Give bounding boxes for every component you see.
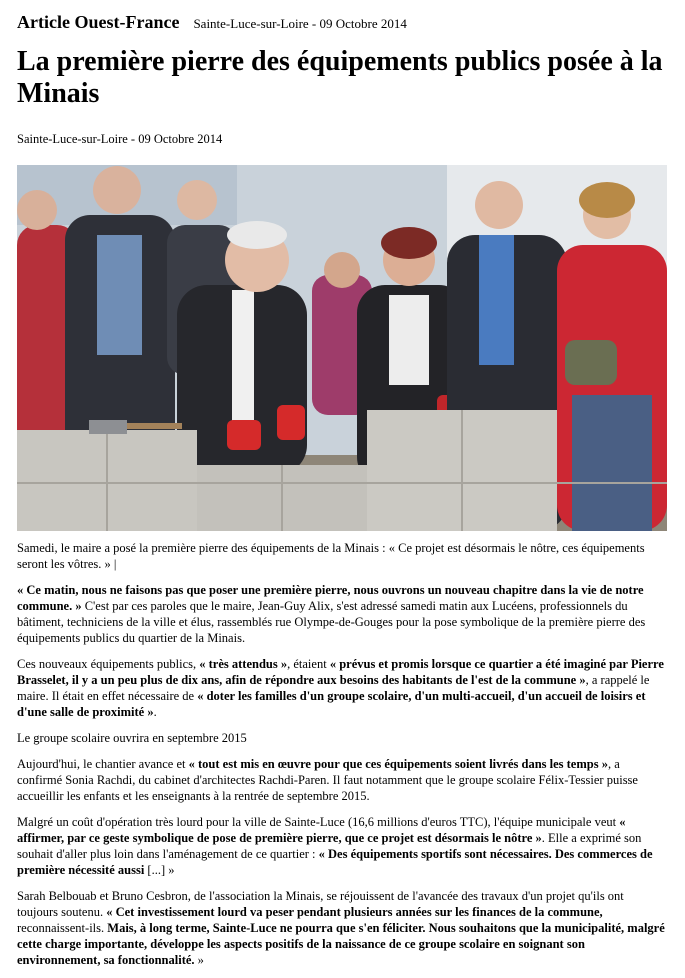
text: [...] » bbox=[144, 863, 175, 877]
dateline: Sainte-Luce-sur-Loire - 09 Octobre 2014 bbox=[17, 132, 223, 146]
paragraph-1 bbox=[17, 582, 667, 646]
photo-caption: Samedi, le maire a posé la première pierre des équipements de la Minais : « Ce projet est désormais le nôtre, ces équipements seront les vôtres. » | bbox=[17, 541, 645, 571]
photo-scene-icon bbox=[17, 165, 667, 531]
subheading: Le groupe scolaire ouvrira en septembre 2015 bbox=[17, 731, 247, 745]
text: , a rappelé le maire. Il était en effet nécessaire de bbox=[17, 673, 650, 703]
source-label: Article Ouest-France bbox=[17, 12, 180, 32]
quote: « prévus et promis lorsque ce quartier a été imaginé par Pierre Brasselet, il y a un peu plus de dix ans, afin de répondre aux besoins des habitants de l'est de la commune » bbox=[17, 657, 664, 687]
text: C'est par ces paroles que le maire, Jean-Guy Alix, s'est adressé samedi matin aux Lucéens, professionnels du bâtiment, techniciens de la ville et élus, rassemblés rue Olympe-de-Gouges pour la pose symbolique de la première pierre des équipements publics du quartier de la Minais. bbox=[17, 599, 646, 645]
text: Sarah Belbouab et Bruno Cesbron, de l'association la Minais, se réjouissent de l'avancée des travaux d'un projet qu'ils ont toujours soutenu. bbox=[17, 889, 624, 919]
quote: Mais, à long terme, Sainte-Luce ne pourra que s'en féliciter. Nous souhaitons que la municipalité, malgré cette charge importante, développe les aspects positifs de la naissance de ce groupe scolaire en soignant son environnement, sa fonctionnalité. bbox=[17, 921, 665, 967]
paragraph-5 bbox=[17, 888, 667, 968]
text: , a confirmé Sonia Rachdi, du cabinet d'architectes Rachdi-Paren. Il faut notamment que le groupe scolaire Félix-Tessier puisse accueillir les enfants et les enseignants à la rentrée de septembre 2015. bbox=[17, 757, 638, 803]
text: Malgré un coût d'opération très lourd pour la ville de Sainte-Luce (16,6 millions d'euros TTC), l'équipe municipale veut bbox=[17, 815, 620, 829]
paragraph-2 bbox=[17, 656, 667, 720]
quote: « très attendus » bbox=[199, 657, 288, 671]
header-location-date: Sainte-Luce-sur-Loire - 09 Octobre 2014 bbox=[193, 16, 407, 31]
text: . bbox=[153, 705, 157, 719]
quote: « doter les familles d'un groupe scolaire, d'un multi-accueil, d'un accueil de loisirs et d'une salle de proximité » bbox=[17, 689, 646, 719]
text: » bbox=[194, 953, 204, 967]
headline: La première pierre des équipements publics posée à la Minais bbox=[17, 46, 663, 109]
quote: « affirmer, par ce geste symbolique de pose de première pierre, que ce projet est désormais le nôtre » bbox=[17, 815, 626, 845]
quote: « Ce matin, nous ne faisons pas que poser une première pierre, nous ouvrons un nouveau chapitre dans la vie de notre commune. » bbox=[17, 583, 644, 613]
text: reconnaissent-ils. bbox=[17, 921, 108, 935]
article-body bbox=[17, 540, 667, 978]
article-header bbox=[17, 12, 677, 36]
text: Ces nouveaux équipements publics, bbox=[17, 657, 200, 671]
text: , étaient bbox=[287, 657, 330, 671]
article-photo bbox=[17, 165, 667, 531]
text: . Elle a exprimé son souhait d'aller plus loin dans l'aménagement de ce quartier : bbox=[17, 831, 642, 861]
paragraph-4 bbox=[17, 814, 667, 878]
text: Aujourd'hui, le chantier avance et bbox=[17, 757, 189, 771]
quote: « tout est mis en œuvre pour que ces équipements soient livrés dans les temps » bbox=[188, 757, 608, 771]
quote: « Des équipements sportifs sont nécessaires. Des commerces de première nécessité aussi bbox=[17, 847, 653, 877]
quote: « Cet investissement lourd va peser pendant plusieurs années sur les finances de la commune, bbox=[106, 905, 603, 919]
paragraph-3 bbox=[17, 756, 667, 804]
